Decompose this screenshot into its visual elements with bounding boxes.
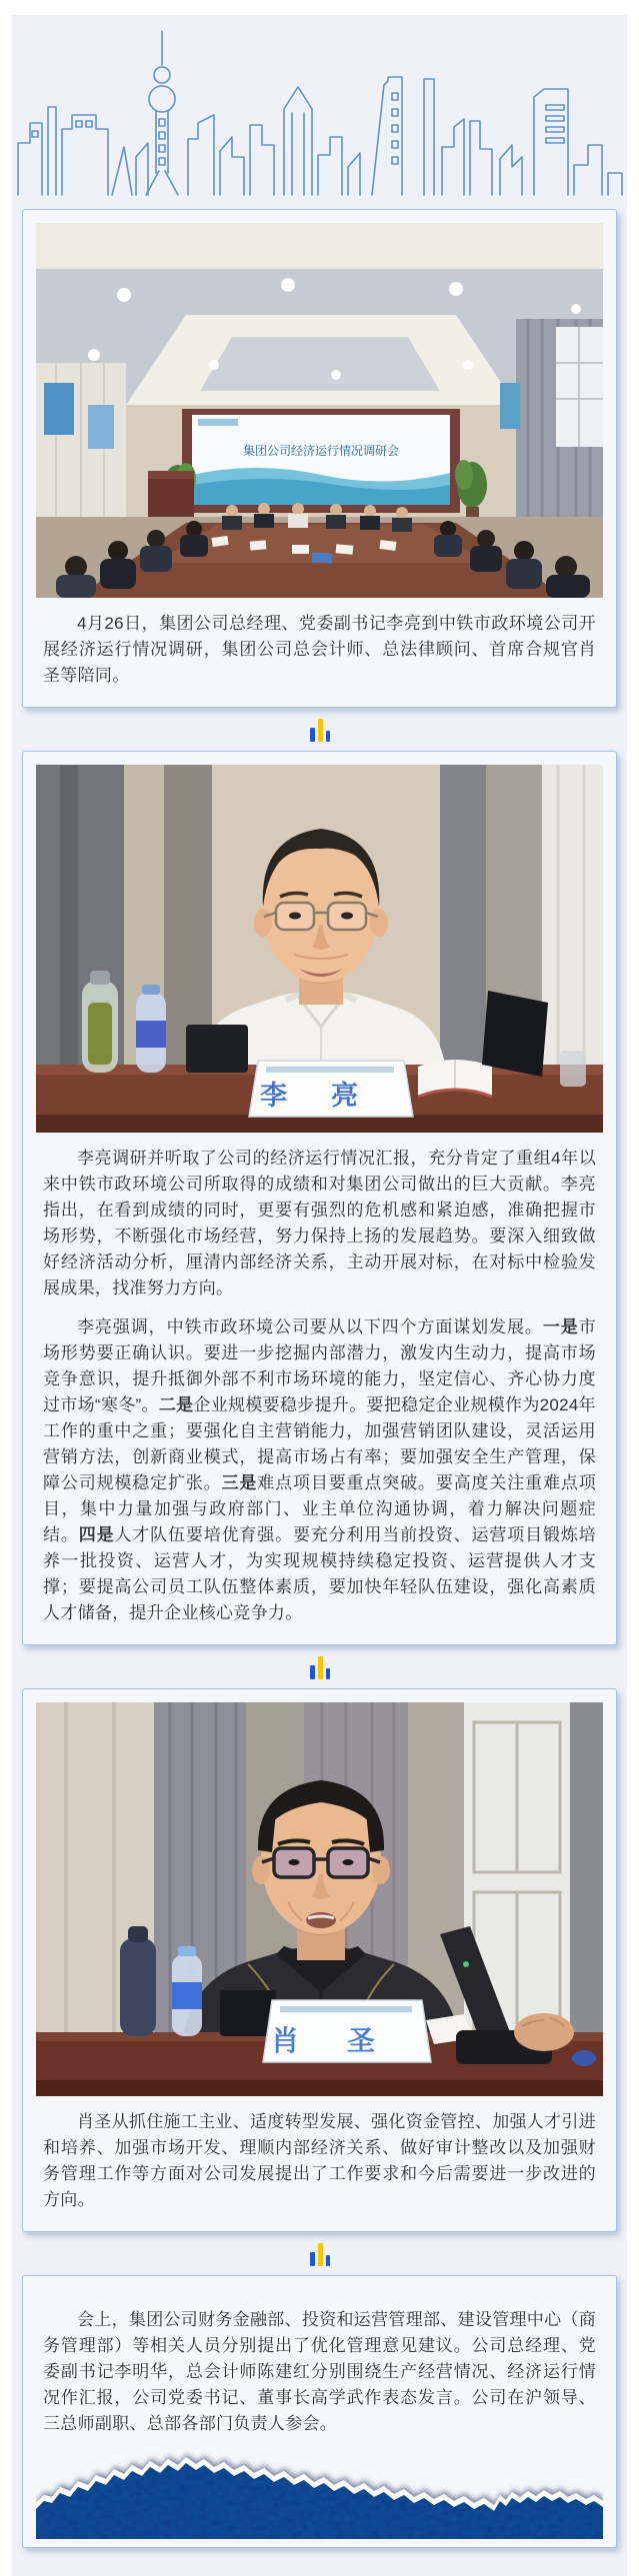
bar-chart-icon — [318, 1656, 323, 1679]
article-card-closing — [22, 2275, 617, 2548]
conference-room-illustration — [36, 223, 603, 598]
header-banner — [12, 23, 627, 209]
conference-room-photo[interactable] — [36, 223, 603, 598]
xiao-sheng-illustration — [36, 1702, 603, 2096]
bar-chart-icon — [318, 719, 323, 742]
section-divider — [12, 716, 627, 742]
screen-title-text: 集团公司经济运行情况调研会 — [242, 444, 400, 458]
paragraph-research — [43, 1146, 596, 1301]
segment-bold: 四是 — [78, 1525, 115, 1544]
bar-chart-icon — [326, 1668, 330, 1679]
paragraph-closing — [43, 2307, 596, 2437]
segment-bold: 二是 — [158, 1395, 194, 1414]
bar-chart-icon — [326, 2255, 330, 2266]
article-card-li-liang — [22, 751, 617, 1645]
segment-bold: 三是 — [221, 1473, 258, 1492]
paragraph-intro-text: 4月26日，集团公司总经理、党委副书记李亮到中铁市政环境公司开展经济运行情况调研，集团公司总会计师、总法律顾问、首席合规官肖圣等陪同。 — [43, 614, 596, 685]
nameplate-li-liang-text: 李亮 — [260, 1081, 402, 1111]
segment-text: 市场形势要正确认识。要进一步挖掘内部潜力，激发内生动力，提高市场竞争意识，提升抵御外部不利市场环境的能力，坚定信心、齐心协力度过市场“寒冬”。 — [43, 1317, 596, 1414]
bar-chart-icon — [310, 2252, 315, 2266]
segment-text: 难点项目要重点突破。要高度关注重难点项目，集中力量加强与政府部门、业主单位沟通协调，着力解决问题症结。 — [43, 1473, 596, 1544]
paragraph-intro — [43, 611, 596, 689]
bar-chart-icon — [326, 731, 330, 742]
paragraph-xiao-sheng-text: 肖圣从抓住施工主业、适度转型发展、强化资金管控、加强人才引进和培养、加强市场开发、理顺内部经济关系、做好审计整改以及加强财务管理工作等方面对公司发展提出了工作要求和今后需要进一步改进的方向。 — [43, 2112, 596, 2209]
torn-paper-footer — [36, 2451, 603, 2539]
paragraph-xiao-sheng — [43, 2109, 596, 2213]
segment-bold: 一是 — [542, 1317, 579, 1336]
paragraph-closing-text: 会上，集团公司财务金融部、投资和运营管理部、建设管理中心（商务管理部）等相关人员分别提出了优化管理意见建议。公司总经理、党委副书记李明华，总会计师陈建红分别围绕生产经营情况、经济运行情况作汇报，公司党委书记、董事长高学武作表态发言。公司在沪领导、三总师副职、总部各部门负责人参会。 — [43, 2310, 596, 2433]
bar-chart-icon — [318, 2243, 323, 2266]
article-card-meeting — [22, 209, 617, 708]
xiao-sheng-speaking-photo[interactable] — [36, 1702, 603, 2096]
bar-chart-icon — [310, 1665, 315, 1679]
section-divider — [12, 1653, 627, 1679]
bar-chart-icon — [310, 728, 315, 742]
city-skyline-icon — [12, 27, 627, 199]
article-page — [0, 15, 639, 2576]
torn-paper-wave-icon — [36, 2451, 603, 2539]
paragraph-research-text: 李亮调研并听取了公司的经济运行情况汇报，充分肯定了重组4年以来中铁市政环境公司所取得的成绩和对集团公司做出的巨大贡献。李亮指出，在看到成绩的同时，更要有强烈的危机感和紧迫感，准确把握市场形势，不断强化市场经营，努力保持上扬的发展趋势。要深入细致做好经济活动分析，厘清内部经济关系，主动开展对标，在对标中检验发展成果，找准努力方向。 — [43, 1149, 596, 1297]
paragraph-four-points — [43, 1314, 596, 1626]
article-content-area — [12, 15, 627, 2576]
article-card-xiao-sheng — [22, 1688, 617, 2232]
segment-text: 企业规模要稳步提升。要把稳定企业规模作为2024年工作的重中之重；要强化自主营销能力，加强营销团队建设，灵活运用营销方法，创新商业模式，提高市场占有率；要加强安全生产管理，保障公司规模稳定扩张。 — [43, 1395, 596, 1492]
segment-text: 人才队伍要培优育强。要充分利用当前投资、运营项目锻炼培养一批投资、运营人才，为实现规模持续稳定投资、运营提供人才支撑；要提高公司员工队伍整体素质，要加快年轻队伍建设，强化高素质人才储备，提升企业核心竞争力。 — [43, 1525, 596, 1622]
section-divider — [12, 2240, 627, 2266]
segment-text: 李亮强调，中铁市政环境公司要从以下四个方面谋划发展。 — [77, 1317, 543, 1336]
nameplate-xiao-sheng-text: 肖圣 — [270, 2025, 424, 2056]
li-liang-speaking-photo[interactable] — [36, 765, 603, 1133]
li-liang-illustration — [36, 765, 603, 1133]
